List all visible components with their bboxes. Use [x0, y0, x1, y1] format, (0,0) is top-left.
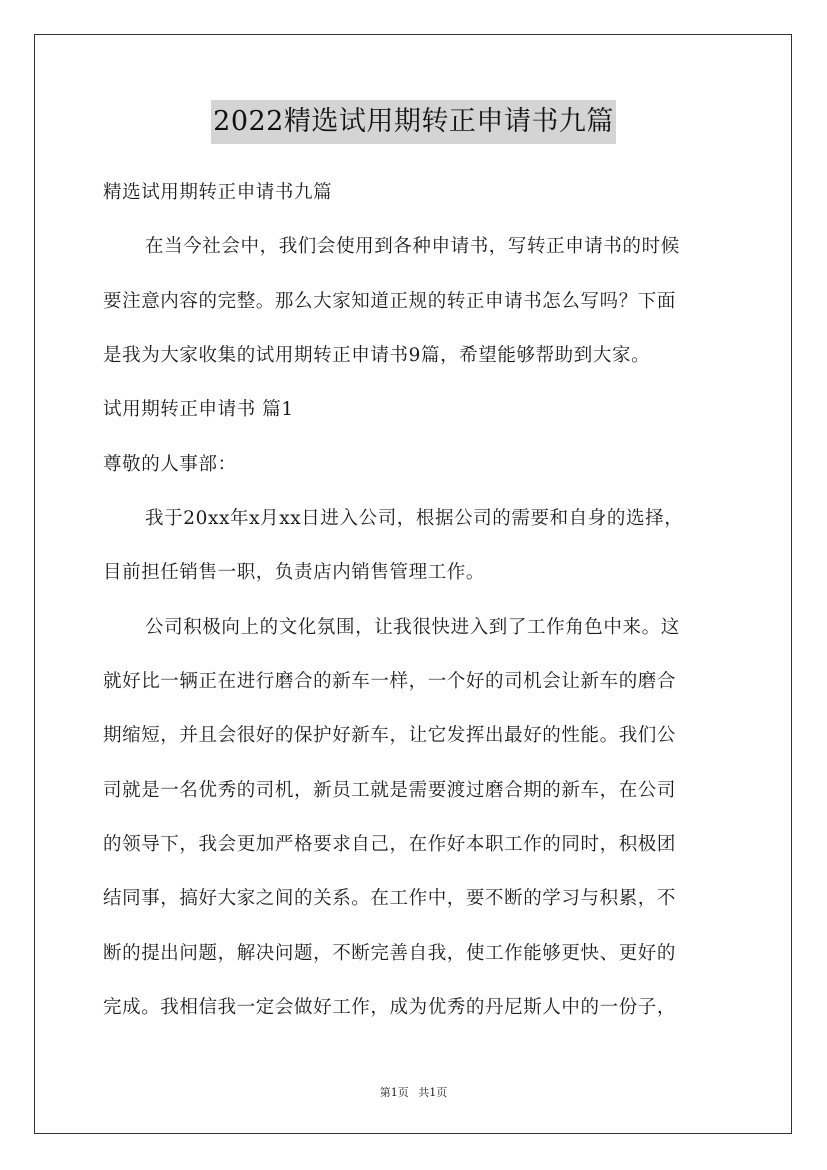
- paragraph-line: 结同事，搞好大家之间的关系。在工作中，要不断的学习与积累，不: [103, 888, 677, 909]
- page-total: 共1页: [418, 1086, 448, 1099]
- paragraph-line: 就好比一辆正在进行磨合的新车一样，一个好的司机会让新车的磨合: [103, 671, 677, 692]
- paragraph-line: 我于20xx年x月xx日进入公司，根据公司的需要和自身的选择，: [145, 508, 684, 529]
- page-number: 第1页: [379, 1086, 409, 1099]
- section-heading: 试用期转正申请书 篇1: [103, 399, 294, 420]
- page-footer: [0, 1086, 827, 1100]
- paragraph-line: 的领导下，我会更加严格要求自己，在作好本职工作的同时，积极团: [103, 834, 677, 855]
- title-container: [0, 100, 827, 144]
- paragraph-line: 是我为大家收集的试用期转正申请书9篇，希望能够帮助到大家。: [103, 345, 651, 366]
- paragraph-line: 断的提出问题，解决问题，不断完善自我，使工作能够更快、更好的: [103, 943, 677, 964]
- paragraph-line: 要注意内容的完整。那么大家知道正规的转正申请书怎么写吗？下面: [103, 291, 677, 312]
- paragraph-line: 司就是一名优秀的司机，新员工就是需要渡过磨合期的新车，在公司: [103, 780, 677, 801]
- paragraph-line: 公司积极向上的文化氛围，让我很快进入到了工作角色中来。这: [145, 617, 680, 638]
- paragraph-line: 目前担任销售一职，负责店内销售管理工作。: [103, 562, 486, 583]
- subtitle-line: 精选试用期转正申请书九篇: [103, 182, 333, 203]
- document-title: 2022精选试用期转正申请书九篇: [211, 100, 616, 144]
- salutation: 尊敬的人事部：: [103, 454, 237, 475]
- paragraph-line: 在当今社会中，我们会使用到各种申请书，写转正申请书的时候: [145, 236, 680, 257]
- paragraph-line: 完成。我相信我一定会做好工作，成为优秀的丹尼斯人中的一份子，: [103, 997, 677, 1018]
- paragraph-line: 期缩短，并且会很好的保护好新车，让它发挥出最好的性能。我们公: [103, 725, 677, 746]
